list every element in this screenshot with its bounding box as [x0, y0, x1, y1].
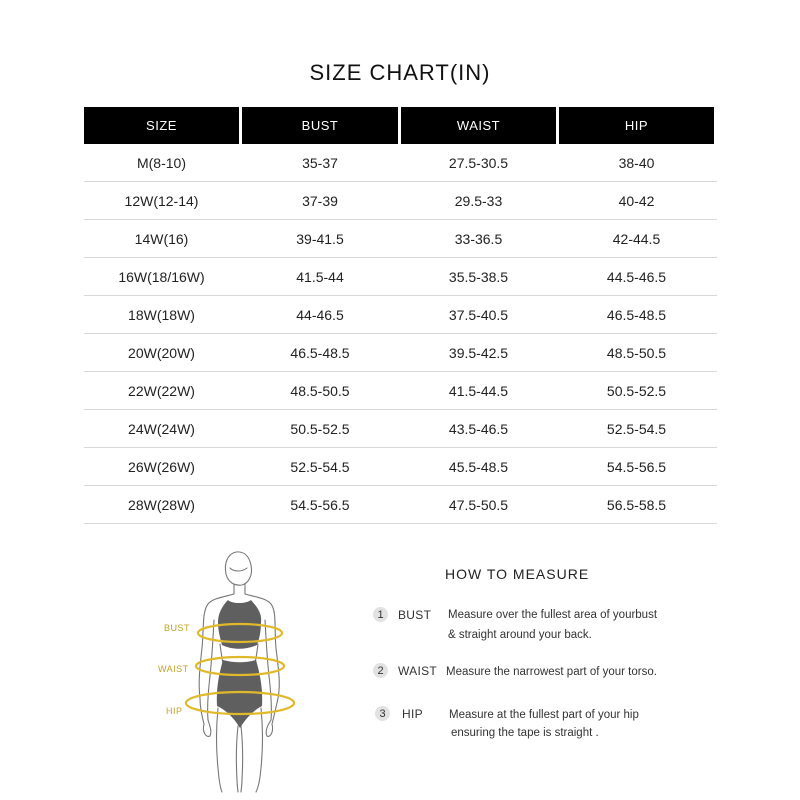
- cell-waist: 29.5-33: [454, 192, 503, 209]
- cell-hip: 54.5-56.5: [606, 458, 667, 475]
- step-desc-bust-1: Measure over the fullest area of yourbust: [448, 609, 658, 621]
- table-row: [84, 334, 717, 372]
- step-number-1: 1: [373, 607, 388, 622]
- table-row: [84, 372, 717, 410]
- cell-waist: 39.5-42.5: [448, 344, 509, 361]
- cell-waist: 45.5-48.5: [448, 458, 509, 475]
- cell-hip: 52.5-54.5: [606, 420, 667, 437]
- waist-label: WAIST: [158, 664, 189, 674]
- cell-hip: 50.5-52.5: [606, 382, 667, 399]
- cell-bust: 48.5-50.5: [290, 382, 350, 399]
- cell-size: 20W(20W): [128, 344, 195, 361]
- table-row: [84, 220, 717, 258]
- cell-bust: 35-37: [302, 154, 338, 171]
- size-chart-table: [84, 107, 717, 524]
- cell-hip: 42-44.5: [612, 230, 661, 247]
- table-row: [84, 144, 717, 182]
- cell-size: 14W(16): [134, 230, 189, 247]
- cell-size: 12W(12-14): [124, 192, 199, 209]
- cell-waist: 33-36.5: [454, 230, 503, 247]
- cell-hip: 56.5-58.5: [606, 496, 667, 513]
- cell-waist: 41.5-44.5: [448, 382, 509, 399]
- cell-bust: 39-41.5: [296, 230, 344, 247]
- cell-size: M(8-10): [136, 154, 186, 171]
- cell-waist: 47.5-50.5: [448, 496, 509, 513]
- how-to-measure-title: HOW TO MEASURE: [445, 566, 590, 582]
- header-hip: HIP: [559, 107, 714, 144]
- header-waist: WAIST: [401, 107, 556, 144]
- table-row: [84, 182, 717, 220]
- cell-hip: 40-42: [618, 192, 655, 209]
- cell-size: 28W(28W): [128, 496, 195, 513]
- hip-label: HIP: [166, 706, 183, 716]
- table-row: [84, 448, 717, 486]
- step-label-waist: WAIST: [398, 664, 438, 678]
- step-desc-hip-1: Measure at the fullest part of your hip: [449, 709, 639, 721]
- cell-hip: 38-40: [618, 154, 655, 171]
- table-row: [84, 296, 717, 334]
- step-number-2: 2: [373, 663, 388, 678]
- cell-size: 24W(24W): [128, 420, 195, 437]
- cell-bust: 46.5-48.5: [290, 344, 350, 361]
- cell-bust: 41.5-44: [296, 268, 344, 285]
- step-desc-bust-2: & straight around your back.: [448, 629, 592, 641]
- cell-waist: 43.5-46.5: [448, 420, 509, 437]
- bust-label: BUST: [164, 623, 191, 633]
- step-number-3: 3: [375, 706, 390, 721]
- page-title: SIZE CHART(IN): [309, 60, 491, 85]
- cell-waist: 35.5-38.5: [448, 268, 509, 285]
- table-row: [84, 486, 717, 524]
- step-label-hip: HIP: [402, 707, 423, 721]
- cell-size: 18W(18W): [128, 306, 195, 323]
- cell-size: 26W(26W): [128, 458, 195, 475]
- cell-waist: 37.5-40.5: [448, 306, 509, 323]
- step-desc-waist-1: Measure the narrowest part of your torso.: [446, 666, 657, 678]
- table-row: [84, 410, 717, 448]
- cell-bust: 44-46.5: [296, 306, 344, 323]
- cell-bust: 52.5-54.5: [290, 458, 350, 475]
- cell-bust: 37-39: [302, 192, 338, 209]
- cell-waist: 27.5-30.5: [448, 154, 509, 171]
- cell-size: 22W(22W): [128, 382, 195, 399]
- header-size: SIZE: [84, 107, 239, 144]
- table-body: [84, 144, 717, 524]
- cell-bust: 54.5-56.5: [290, 496, 350, 513]
- header-bust: BUST: [242, 107, 398, 144]
- cell-hip: 48.5-50.5: [606, 344, 667, 361]
- cell-hip: 44.5-46.5: [606, 268, 667, 285]
- table-header-row: [84, 107, 717, 144]
- cell-size: 16W(18/16W): [118, 268, 205, 285]
- cell-hip: 46.5-48.5: [606, 306, 667, 323]
- table-row: [84, 258, 717, 296]
- step-label-bust: BUST: [398, 608, 432, 622]
- bottom-garment: [217, 660, 262, 728]
- step-desc-hip-2: ensuring the tape is straight .: [451, 727, 599, 739]
- cell-bust: 50.5-52.5: [290, 420, 350, 437]
